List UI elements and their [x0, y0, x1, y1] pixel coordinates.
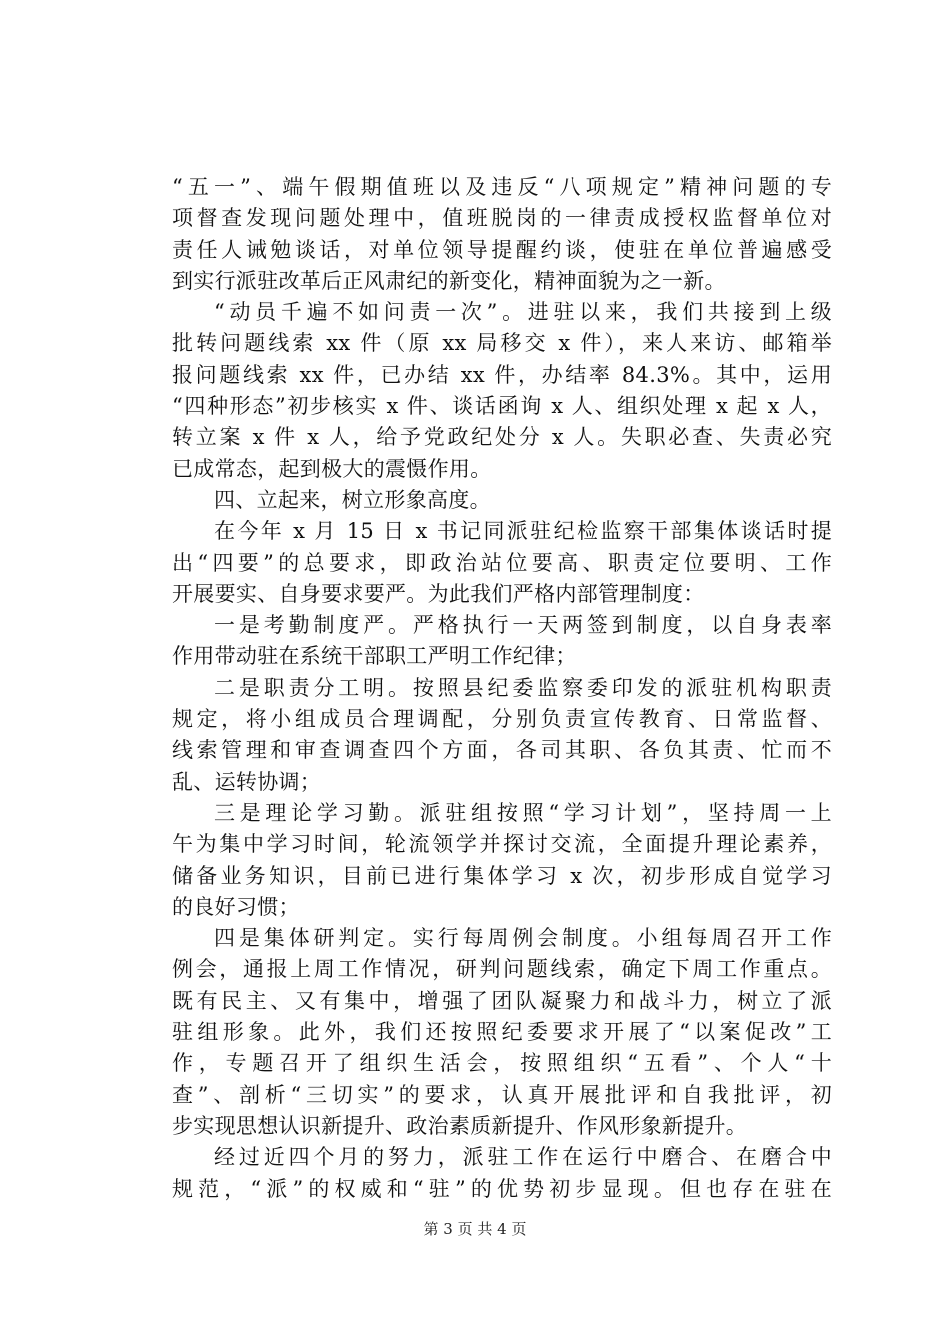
- text-line: 三是理论学习勤。派驻组按照“学习计划”，坚持周一上: [214, 800, 832, 825]
- document-body: [172, 172, 832, 1205]
- text-line: 转立案 x 件 x 人，给予党政纪处分 x 人。失职必查、失责必究: [172, 425, 832, 450]
- text-line: 规范，“派”的权威和“驻”的优势初步显现。但也存在驻在: [172, 1176, 832, 1201]
- text-line: 步实现思想认识新提升、政治素质新提升、作风形象新提升。: [172, 1113, 748, 1138]
- text-line: 作，专题召开了组织生活会，按照组织“五看”、个人“十: [172, 1051, 832, 1076]
- text-line: 驻组形象。此外，我们还按照纪委要求开展了“以案促改”工: [172, 1020, 832, 1045]
- text-line: “五一”、端午假期值班以及违反“八项规定”精神问题的专: [172, 175, 832, 199]
- text-line: 储备业务知识，目前已进行集体学习 x 次，初步形成自觉学习: [172, 863, 832, 888]
- text-line: 项督查发现问题处理中，值班脱岗的一律责成授权监督单位对: [172, 206, 832, 231]
- text-line: 责任人诫勉谈话，对单位领导提醒约谈，使驻在单位普遍感受: [172, 237, 832, 262]
- text-line: 的良好习惯；: [172, 894, 300, 919]
- text-line: 乱、运转协调；: [172, 769, 322, 794]
- text-line: “动员千遍不如问责一次”。进驻以来，我们共接到上级: [214, 300, 832, 325]
- text-line: 午为集中学习时间，轮流领学并探讨交流，全面提升理论素养，: [172, 832, 832, 857]
- text-line: 出“四要”的总要求，即政治站位要高、职责定位要明、工作: [172, 550, 832, 575]
- text-line: 在今年 x 月 15 日 x 书记同派驻纪检监察干部集体谈话时提: [214, 519, 832, 544]
- text-line: “四种形态”初步核实 x 件、谈话函询 x 人、组织处理 x 起 x 人，: [172, 394, 832, 419]
- text-line: 既有民主、又有集中，增强了团队凝聚力和战斗力，树立了派: [172, 988, 832, 1013]
- text-line: 经过近四个月的努力，派驻工作在运行中磨合、在磨合中: [214, 1145, 832, 1170]
- text-line: 开展要实、自身要求要严。为此我们严格内部管理制度：: [172, 581, 705, 606]
- text-line: 四是集体研判定。实行每周例会制度。小组每周召开工作: [214, 926, 832, 951]
- text-line: 作用带动驻在系统干部职工严明工作纪律；: [172, 644, 577, 669]
- text-line: 到实行派驻改革后正风肃纪的新变化，精神面貌为之一新。: [172, 268, 726, 293]
- text-line: 查”、剖析“三切实”的要求，认真开展批评和自我批评，初: [172, 1082, 832, 1107]
- text-line: 二是职责分工明。按照县纪委监察委印发的派驻机构职责: [214, 675, 832, 700]
- page-footer: 第 3 页 共 4 页: [423, 1220, 527, 1238]
- text-line: 已成常态，起到极大的震慑作用。: [172, 456, 492, 481]
- text-line: 四、立起来，树立形象高度。: [214, 487, 491, 512]
- text-line: 一是考勤制度严。严格执行一天两签到制度，以自身表率: [214, 613, 832, 638]
- text-line: 规定，将小组成员合理调配，分别负责宣传教育、日常监督、: [172, 707, 832, 732]
- text-line: 线索管理和审查调查四个方面，各司其职、各负其责、忙而不: [172, 738, 832, 763]
- text-line: 例会，通报上周工作情况，研判问题线索，确定下周工作重点。: [172, 957, 832, 982]
- text-line: 批转问题线索 xx 件（原 xx 局移交 x 件），来人来访、邮箱举: [172, 331, 832, 356]
- text-line: 报问题线索 xx 件，已办结 xx 件，办结率 84.3%。其中，运用: [172, 362, 832, 387]
